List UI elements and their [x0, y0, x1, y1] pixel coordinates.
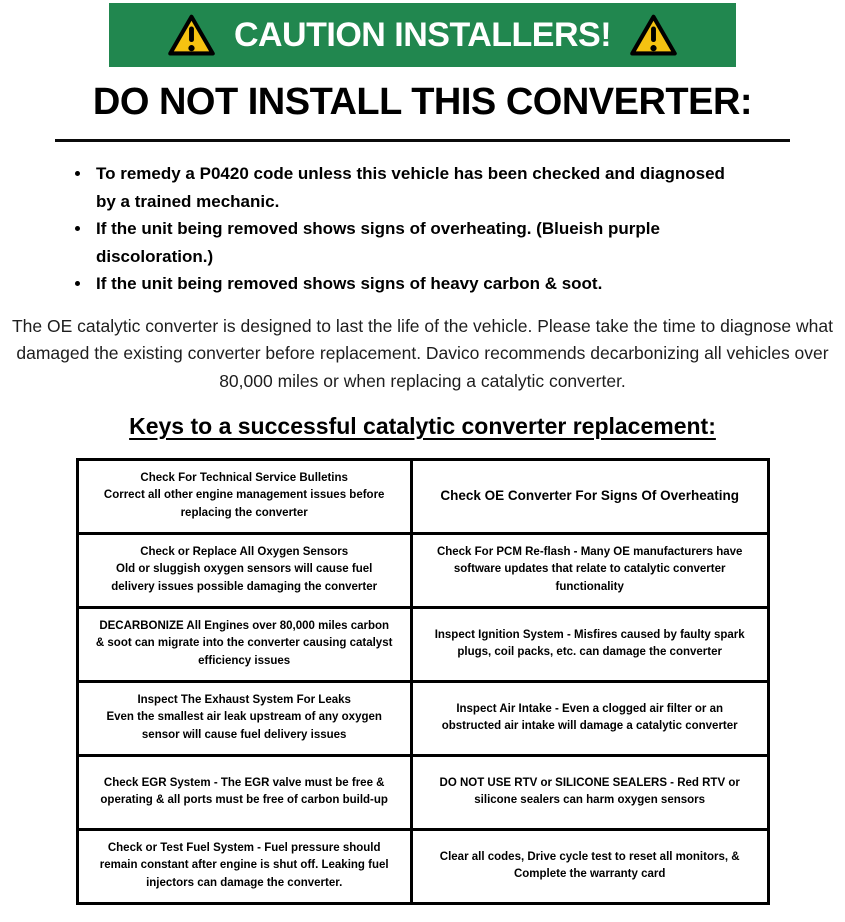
warning-triangle-icon-right: [629, 13, 678, 58]
cell-text: Check For Technical Service Bulletins: [140, 472, 348, 485]
cell-text: Even the smallest air leak upstream of any oxygen sensor will cause fuel delivery issues: [106, 711, 382, 741]
replacement-tips-table: [76, 458, 770, 905]
table-cell-right: [413, 831, 767, 902]
table-row: [79, 606, 767, 680]
cell-text: DO NOT USE RTV or SILICONE SEALERS - Red RTV or silicone sealers can harm oxygen sensors: [439, 776, 740, 807]
installer-caution-flyer: [0, 3, 845, 922]
page-title: DO NOT INSTALL THIS CONVERTER:: [92, 81, 753, 123]
table-cell-left: [79, 609, 413, 680]
cell-text: Old or sluggish oxygen sensors will cause fuel delivery issues possible damaging the converter: [111, 563, 378, 593]
table-row: [79, 828, 767, 902]
cell-text: Inspect The Exhaust System For Leaks: [137, 694, 351, 707]
table-cell-right: [413, 757, 767, 828]
table-cell-right: [413, 461, 767, 532]
title-divider: [55, 139, 790, 142]
table-cell-left: [79, 535, 413, 606]
table-cell-left: [79, 757, 413, 828]
warning-bullet-item: • To remedy a P0420 code unless this vehicle has been checked and diagnosed by a trained mechanic.: [92, 160, 729, 215]
table-cell-left: [79, 461, 413, 532]
cell-text: Inspect Air Intake - Even a clogged air filter or an obstructed air intake will damage a catalytic converter: [441, 702, 738, 733]
warning-bullet-list: [74, 160, 729, 298]
cell-text: Check EGR System - The EGR valve must be free & operating & all ports must be free of carbon build-up: [100, 776, 388, 807]
table-cell-left: [79, 683, 413, 754]
warning-bullet-item: • If the unit being removed shows signs of overheating. (Blueish purple discoloration.): [92, 215, 729, 270]
caution-banner: [109, 3, 736, 67]
cell-text: Check For PCM Re-flash - Many OE manufacturers have software updates that relate to catalytic converter functionality: [436, 546, 743, 593]
keys-heading: Keys to a successful catalytic converter replacement:: [129, 412, 716, 439]
warning-triangle-icon-left: [167, 13, 216, 58]
cell-text: DECARBONIZE All Engines over 80,000 miles carbon & soot can migrate into the converter causing catalyst efficiency issues: [95, 620, 393, 667]
table-row: [79, 461, 767, 532]
table-row: [79, 754, 767, 828]
warning-bullet-item: • If the unit being removed shows signs of heavy carbon & soot.: [92, 270, 729, 298]
cell-text: Correct all other engine management issues before replacing the converter: [103, 489, 385, 519]
cell-text: Inspect Ignition System - Misfires caused by faulty spark plugs, coil packs, etc. can damage the converter: [434, 628, 745, 659]
cell-text: Clear all codes, Drive cycle test to reset all monitors, & Complete the warranty card: [439, 850, 740, 881]
table-row: [79, 532, 767, 606]
table-cell-left: [79, 831, 413, 902]
table-cell-right: [413, 683, 767, 754]
caution-banner-label: CAUTION INSTALLERS!: [233, 15, 612, 54]
intro-paragraph: The OE catalytic converter is designed to last the life of the vehicle. Please take the time to diagnose what damaged the existing converter before replacement. Davico recommends decarbonizing all vehicles over 80,000 miles or when replacing a catalytic converter.: [11, 315, 833, 391]
table-cell-right: [413, 535, 767, 606]
table-cell-right: [413, 609, 767, 680]
cell-text: Check OE Converter For Signs Of Overheating: [440, 487, 739, 503]
table-row: [79, 680, 767, 754]
cell-text: Check or Test Fuel System - Fuel pressure should remain constant after engine is shut off. Leaking fuel injectors can damage the converter.: [99, 842, 389, 889]
cell-text: Check or Replace All Oxygen Sensors: [140, 546, 349, 559]
